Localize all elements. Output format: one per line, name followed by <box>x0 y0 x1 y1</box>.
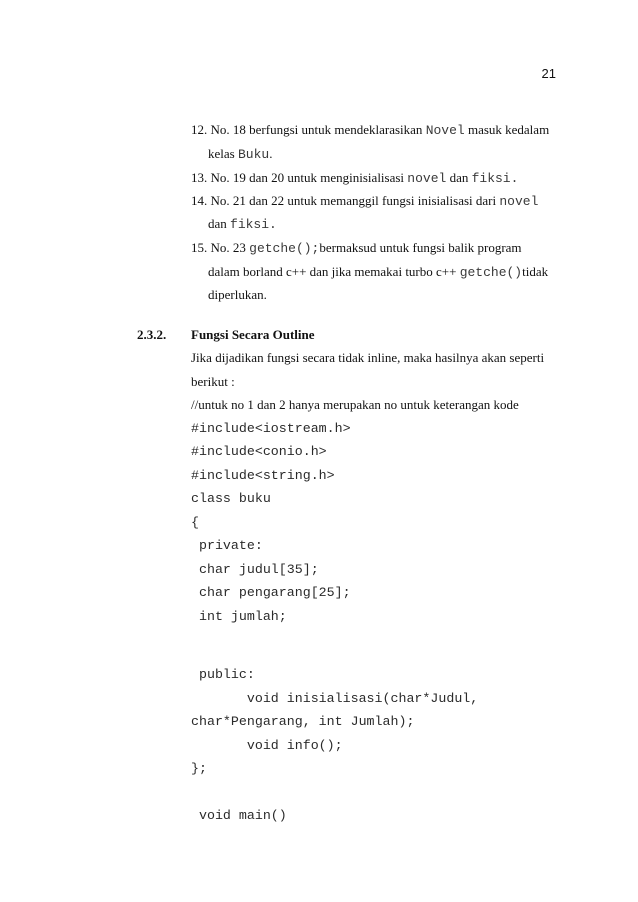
item-number: 12. <box>191 122 208 137</box>
inline-code: getche() <box>459 265 523 280</box>
item-text: dalam borland c++ dan jika memakai turbo c++ <box>208 264 460 279</box>
inline-code: Novel <box>425 123 465 138</box>
code-comment: //untuk no 1 dan 2 hanya merupakan no untuk keterangan kode <box>191 397 519 412</box>
code-line: int jumlah; <box>191 609 287 624</box>
list-item-12 <box>191 122 549 139</box>
inline-code: getche(); <box>249 241 320 256</box>
item-number: 15. <box>191 240 208 255</box>
item-text: No. 18 berfungsi untuk mendeklarasikan <box>210 122 426 137</box>
item-text: tidak <box>522 264 549 279</box>
code-line: char*Pengarang, int Jumlah); <box>191 714 415 729</box>
item-text: bermaksud untuk fungsi balik program <box>319 240 522 255</box>
item-text: No. 23 <box>210 240 250 255</box>
item-text: kelas <box>208 146 238 161</box>
list-item-14 <box>191 193 538 210</box>
inline-code: fiksi. <box>471 171 519 186</box>
list-item-13 <box>191 170 518 187</box>
list-item-12-cont <box>208 146 272 163</box>
section-intro-cont: berikut : <box>191 374 235 389</box>
code-line: class buku <box>191 491 271 506</box>
code-line: #include<iostream.h> <box>191 421 351 436</box>
item-number: 14. <box>191 193 208 208</box>
section-intro: Jika dijadikan fungsi secara tidak inline, maka hasilnya akan seperti <box>191 350 545 365</box>
code-line: }; <box>191 761 207 776</box>
code-line: void main() <box>191 808 287 823</box>
list-item-15-cont2 <box>208 287 267 303</box>
inline-code: fiksi. <box>230 217 277 232</box>
item-text: No. 19 dan 20 untuk menginisialisasi <box>210 170 408 185</box>
list-item-15 <box>191 240 522 257</box>
list-item-14-cont <box>208 216 277 233</box>
code-line: #include<string.h> <box>191 468 335 483</box>
section-number: 2.3.2. <box>137 327 167 342</box>
code-line: void inisialisasi(char*Judul, <box>191 691 479 706</box>
list-item-15-cont <box>208 264 548 281</box>
code-line: public: <box>191 667 255 682</box>
code-line: char judul[35]; <box>191 562 319 577</box>
item-number: 13. <box>191 170 208 185</box>
inline-code: novel <box>499 194 539 209</box>
code-line: #include<conio.h> <box>191 444 327 459</box>
item-text: . <box>269 146 273 161</box>
code-line: char pengarang[25]; <box>191 585 351 600</box>
inline-code: Buku <box>237 147 270 162</box>
item-text: diperlukan. <box>208 287 267 302</box>
item-text: No. 21 dan 22 untuk memanggil fungsi inisialisasi dari <box>210 193 500 208</box>
inline-code: novel <box>407 171 447 186</box>
page-number: 21 <box>541 66 556 81</box>
item-text: dan <box>208 216 231 231</box>
item-text: dan <box>446 170 472 185</box>
section-title: Fungsi Secara Outline <box>191 327 315 342</box>
code-line: private: <box>191 538 263 553</box>
code-line: void info(); <box>191 738 343 753</box>
item-text: masuk kedalam <box>464 122 550 137</box>
code-line: { <box>191 515 199 530</box>
